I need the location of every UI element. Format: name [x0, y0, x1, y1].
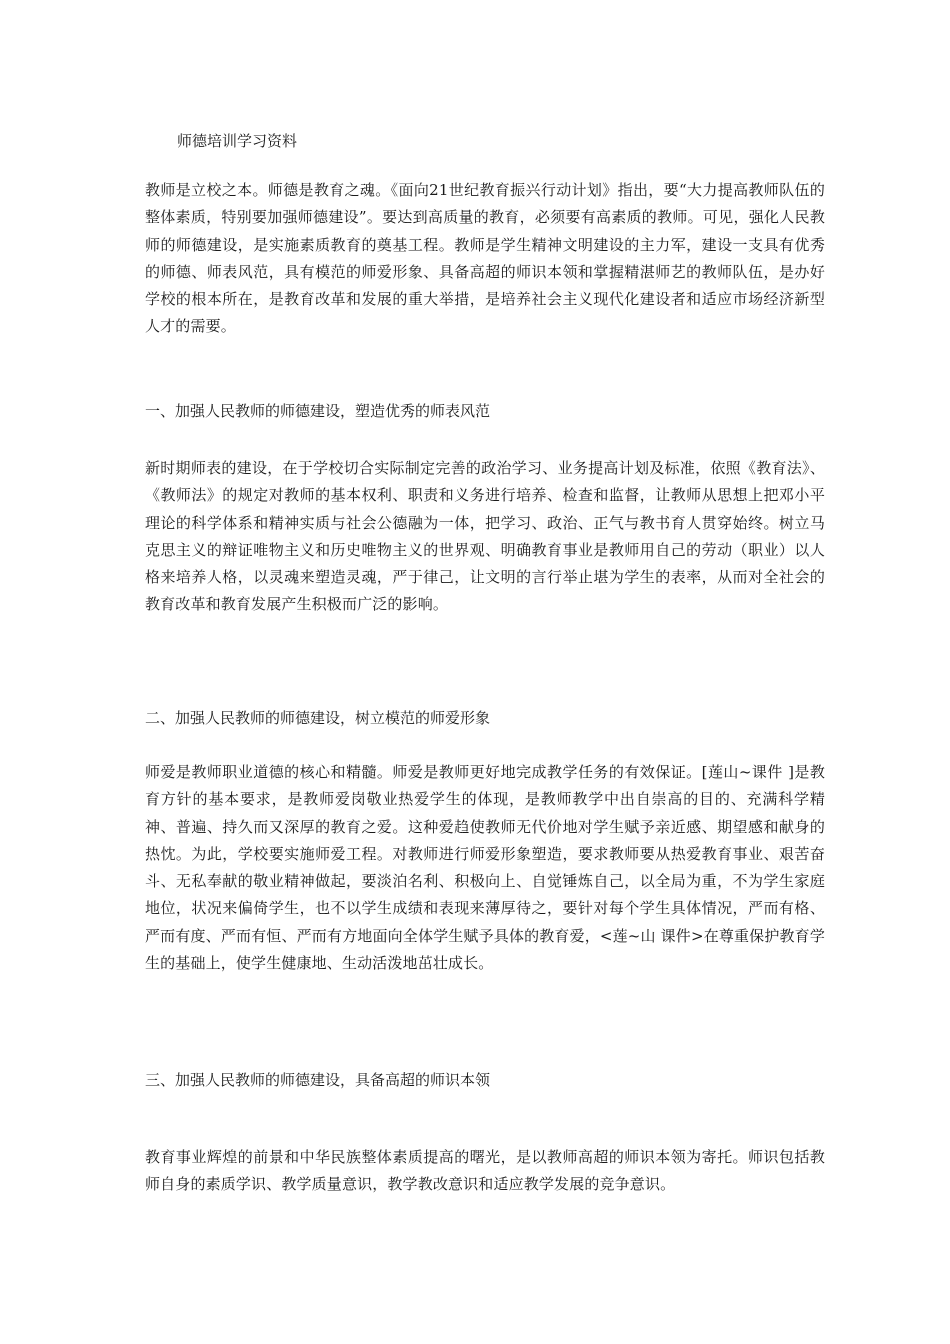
section-body-2: 师爱是教师职业道德的核心和精髓。师爱是教师更好地完成教学任务的有效保证。[莲山~课件 ]是教育方针的基本要求，是教师爱岗敬业热爱学生的体现，是教师教学中出自崇高的目的、充满科学精神、普遍、持久而又深厚的教育之爱。这种爱趋使教师无代价地对学生赋予亲近感、期望感和献身的热忱。为此，学校要实施师爱工程。对教师进行师爱形象塑造，要求教师要从热爱教育事业、艰苦奋斗、无私奉献的敬业精神做起，要淡泊名利、积极向上、自觉锤炼自己，以全局为重，不为学生家庭地位，状况来偏倚学生，也不以学生成绩和表现来薄厚待之，要针对每个学生具体情况，严而有格、严而有度、严而有恒、严而有方地面向全体学生赋予具体的教育爱，<莲~山 课件>在尊重保护教育学生的基础上，使学生健康地、生动活泼地茁壮成长。 [145, 763, 825, 973]
section-heading-2: 二、加强人民教师的师德建设，树立模范的师爱形象 [145, 709, 491, 727]
section-heading-3: 三、加强人民教师的师德建设，具备高超的师识本领 [145, 1071, 491, 1089]
intro-paragraph: 教师是立校之本。师德是教育之魂。《面向21世纪教育振兴行动计划》指出，要“大力提高教师队伍的整体素质，特别要加强师德建设”。要达到高质量的教育，必须要有高素质的教师。可见，强化人民教师的师德建设，是实施素质教育的奠基工程。教师是学生精神文明建设的主力军，建设一支具有优秀的师德、师表风范，具有模范的师爱形象、具备高超的师识本领和掌握精湛师艺的教师队伍，是办好学校的根本所在，是教育改革和发展的重大举措，是培养社会主义现代化建设者和适应市场经济新型人才的需要。 [145, 181, 825, 336]
document-title: 师德培训学习资料 [177, 132, 298, 150]
section-body-1: 新时期师表的建设，在于学校切合实际制定完善的政治学习、业务提高计划及标准，依照《教育法》、《教师法》的规定对教师的基本权利、职责和义务进行培养、检查和监督，让教师从思想上把邓小平理论的科学体系和精神实质与社会公德融为一体，把学习、政治、正气与教书育人贯穿始终。树立马克思主义的辩证唯物主义和历史唯物主义的世界观、明确教育事业是教师用自己的劳动（职业）以人格来培养人格，以灵魂来塑造灵魂，严于律己，让文明的言行举止堪为学生的表率，从而对全社会的教育改革和教育发展产生积极而广泛的影响。 [145, 459, 825, 614]
section-body-3: 教育事业辉煌的前景和中华民族整体素质提高的曙光，是以教师高超的师识本领为寄托。师识包括教师自身的素质学识、教学质量意识，教学教改意识和适应教学发展的竞争意识。 [145, 1148, 825, 1194]
section-heading-1: 一、加强人民教师的师德建设，塑造优秀的师表风范 [145, 402, 491, 420]
